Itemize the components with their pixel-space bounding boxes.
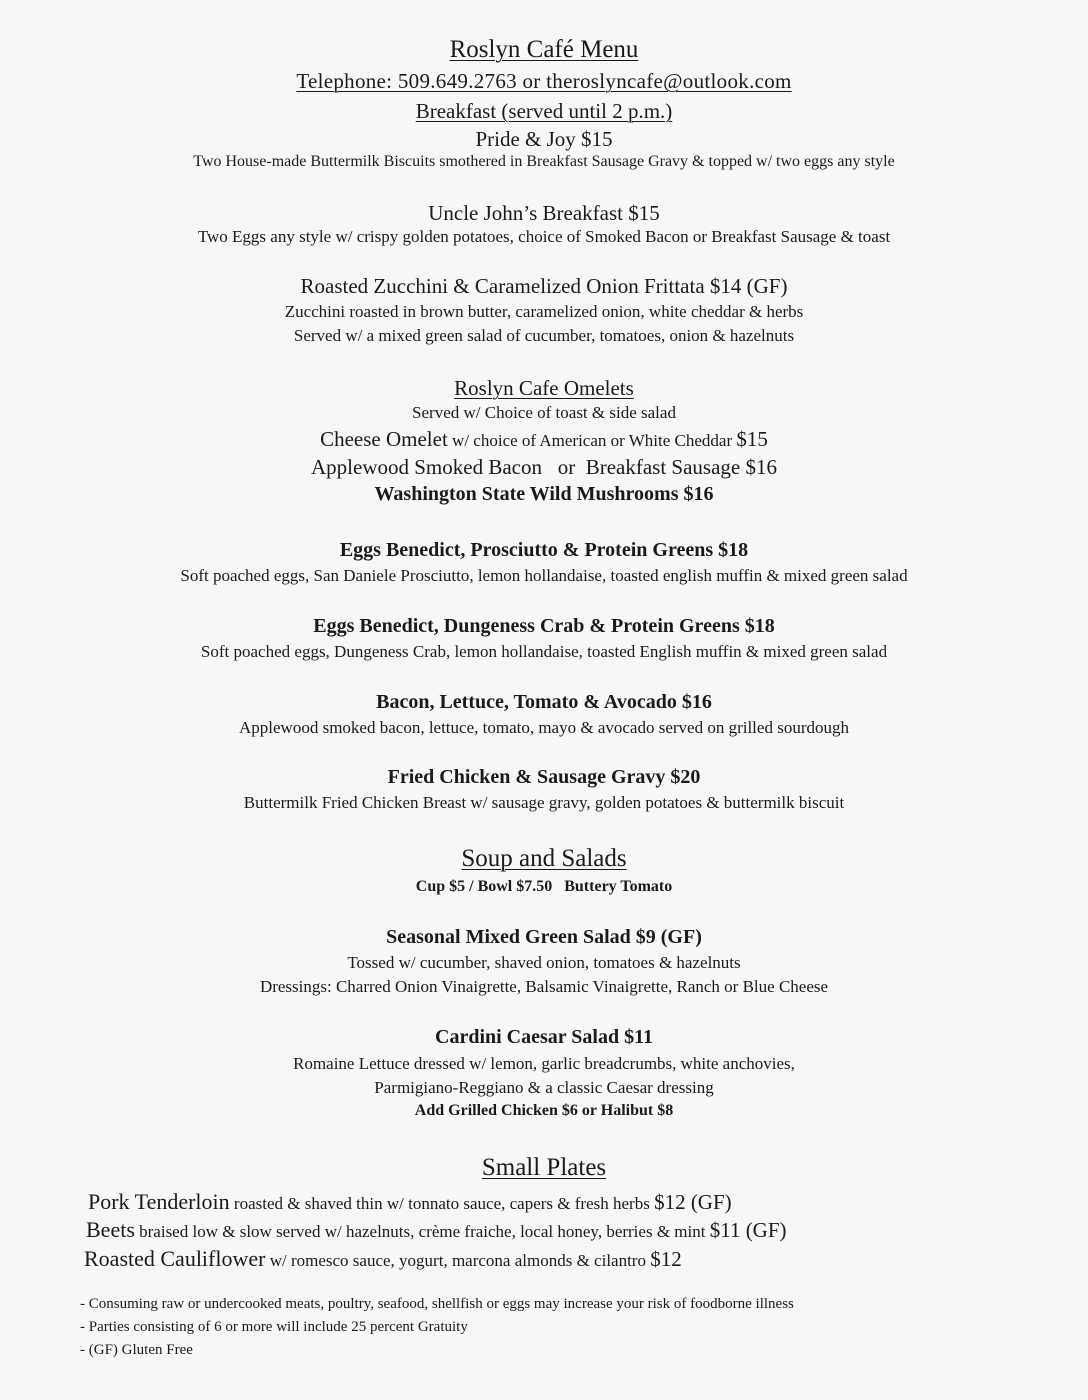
omelet-cheese-desc: w/ choice of American or White Cheddar bbox=[447, 431, 737, 450]
item-desc-uncle-john: Two Eggs any style w/ crispy golden potatoes, choice of Smoked Bacon or Breakfast Sausage & toast bbox=[197, 227, 891, 246]
omelets-heading: Roslyn Cafe Omelets bbox=[454, 376, 634, 400]
small-plate-cauliflower-name: Roasted Cauliflower bbox=[84, 1246, 266, 1271]
small-plate-beets-name: Beets bbox=[86, 1217, 135, 1242]
item-desc-pride-joy: Two House-made Buttermilk Biscuits smothered in Breakfast Sausage Gravy & topped w/ two eggs any style bbox=[193, 153, 895, 170]
omelet-cheese-price: $15 bbox=[736, 427, 768, 451]
item-name-benedict-prosciutto: Eggs Benedict, Prosciutto & Protein Greens $18 bbox=[339, 539, 749, 561]
small-plate-cauliflower bbox=[84, 1246, 682, 1272]
soups-heading: Soup and Salads bbox=[461, 845, 627, 872]
item-name-pride-joy: Pride & Joy $15 bbox=[475, 127, 613, 151]
item-name-benedict-crab: Eggs Benedict, Dungeness Crab & Protein Greens $18 bbox=[313, 615, 775, 637]
contact-line: Telephone: 509.649.2763 or theroslyncafe@outlook.com bbox=[296, 69, 792, 93]
dressings-line: Dressings: Charred Onion Vinaigrette, Balsamic Vinaigrette, Ranch or Blue Cheese bbox=[259, 977, 829, 996]
item-name-uncle-john: Uncle John’s Breakfast $15 bbox=[428, 201, 660, 225]
footnote-raw-food: - Consuming raw or undercooked meats, poultry, seafood, shellfish or eggs may increase your risk of foodborne illness bbox=[80, 1296, 794, 1312]
item-name-caesar: Cardini Caesar Salad $11 bbox=[435, 1026, 653, 1048]
small-plate-beets bbox=[86, 1217, 787, 1243]
omelet-bacon-sausage-line: Applewood Smoked Bacon or Breakfast Sausage $16 bbox=[311, 455, 777, 479]
caesar-add-ons: Add Grilled Chicken $6 or Halibut $8 bbox=[414, 1102, 674, 1119]
footnote-gluten-free: - (GF) Gluten Free bbox=[80, 1342, 193, 1358]
item-desc-frittata-2: Served w/ a mixed green salad of cucumber, tomatoes, onion & hazelnuts bbox=[293, 326, 795, 345]
item-desc-blta: Applewood smoked bacon, lettuce, tomato, mayo & avocado served on grilled sourdough bbox=[239, 718, 849, 737]
item-name-frittata: Roasted Zucchini & Caramelized Onion Frittata $14 (GF) bbox=[300, 274, 788, 298]
small-plate-beets-desc: braised low & slow served w/ hazelnuts, crème fraiche, local honey, berries & mint bbox=[134, 1222, 710, 1241]
omelet-cheese-name: Cheese Omelet bbox=[320, 427, 448, 451]
item-desc-fried-chicken: Buttermilk Fried Chicken Breast w/ sausage gravy, golden potatoes & buttermilk biscuit bbox=[243, 793, 845, 812]
item-desc-benedict-crab: Soft poached eggs, Dungeness Crab, lemon hollandaise, toasted English muffin & mixed green salad bbox=[200, 642, 888, 661]
item-desc-benedict-prosciutto: Soft poached eggs, San Daniele Prosciutto, lemon hollandaise, toasted english muffin & mixed green salad bbox=[180, 566, 908, 585]
small-plate-cauliflower-price: $12 bbox=[650, 1247, 682, 1271]
item-name-seasonal-salad: Seasonal Mixed Green Salad $9 (GF) bbox=[386, 926, 702, 948]
small-plate-beets-price: $11 (GF) bbox=[709, 1218, 787, 1242]
soup-cup-bowl-line: Cup $5 / Bowl $7.50 Buttery Tomato bbox=[415, 878, 673, 895]
item-desc-frittata-1: Zucchini roasted in brown butter, caramelized onion, white cheddar & herbs bbox=[284, 302, 804, 321]
breakfast-heading: Breakfast (served until 2 p.m.) bbox=[415, 99, 673, 123]
small-plates-heading: Small Plates bbox=[481, 1154, 607, 1181]
item-name-blta: Bacon, Lettuce, Tomato & Avocado $16 bbox=[376, 691, 712, 713]
omelets-note: Served w/ Choice of toast & side salad bbox=[412, 403, 676, 422]
footnote-gratuity: - Parties consisting of 6 or more will include 25 percent Gratuity bbox=[80, 1319, 468, 1335]
item-desc-caesar-2: Parmigiano-Reggiano & a classic Caesar dressing bbox=[374, 1078, 714, 1097]
item-desc-seasonal-salad: Tossed w/ cucumber, shaved onion, tomatoes & hazelnuts bbox=[347, 953, 741, 972]
item-desc-caesar-1: Romaine Lettuce dressed w/ lemon, garlic breadcrumbs, white anchovies, bbox=[293, 1054, 795, 1073]
small-plate-pork bbox=[88, 1189, 732, 1215]
item-name-fried-chicken: Fried Chicken & Sausage Gravy $20 bbox=[387, 766, 701, 788]
small-plate-pork-price: $12 (GF) bbox=[654, 1190, 732, 1214]
small-plate-cauliflower-desc: w/ romesco sauce, yogurt, marcona almonds & cilantro bbox=[265, 1251, 651, 1270]
small-plate-pork-desc: roasted & shaved thin w/ tonnato sauce, capers & fresh herbs bbox=[229, 1194, 655, 1213]
omelet-cheese-line bbox=[0, 427, 1088, 452]
menu-title: Roslyn Café Menu bbox=[449, 36, 639, 63]
small-plate-pork-name: Pork Tenderloin bbox=[88, 1189, 230, 1214]
omelet-mushroom-line: Washington State Wild Mushrooms $16 bbox=[374, 483, 714, 505]
